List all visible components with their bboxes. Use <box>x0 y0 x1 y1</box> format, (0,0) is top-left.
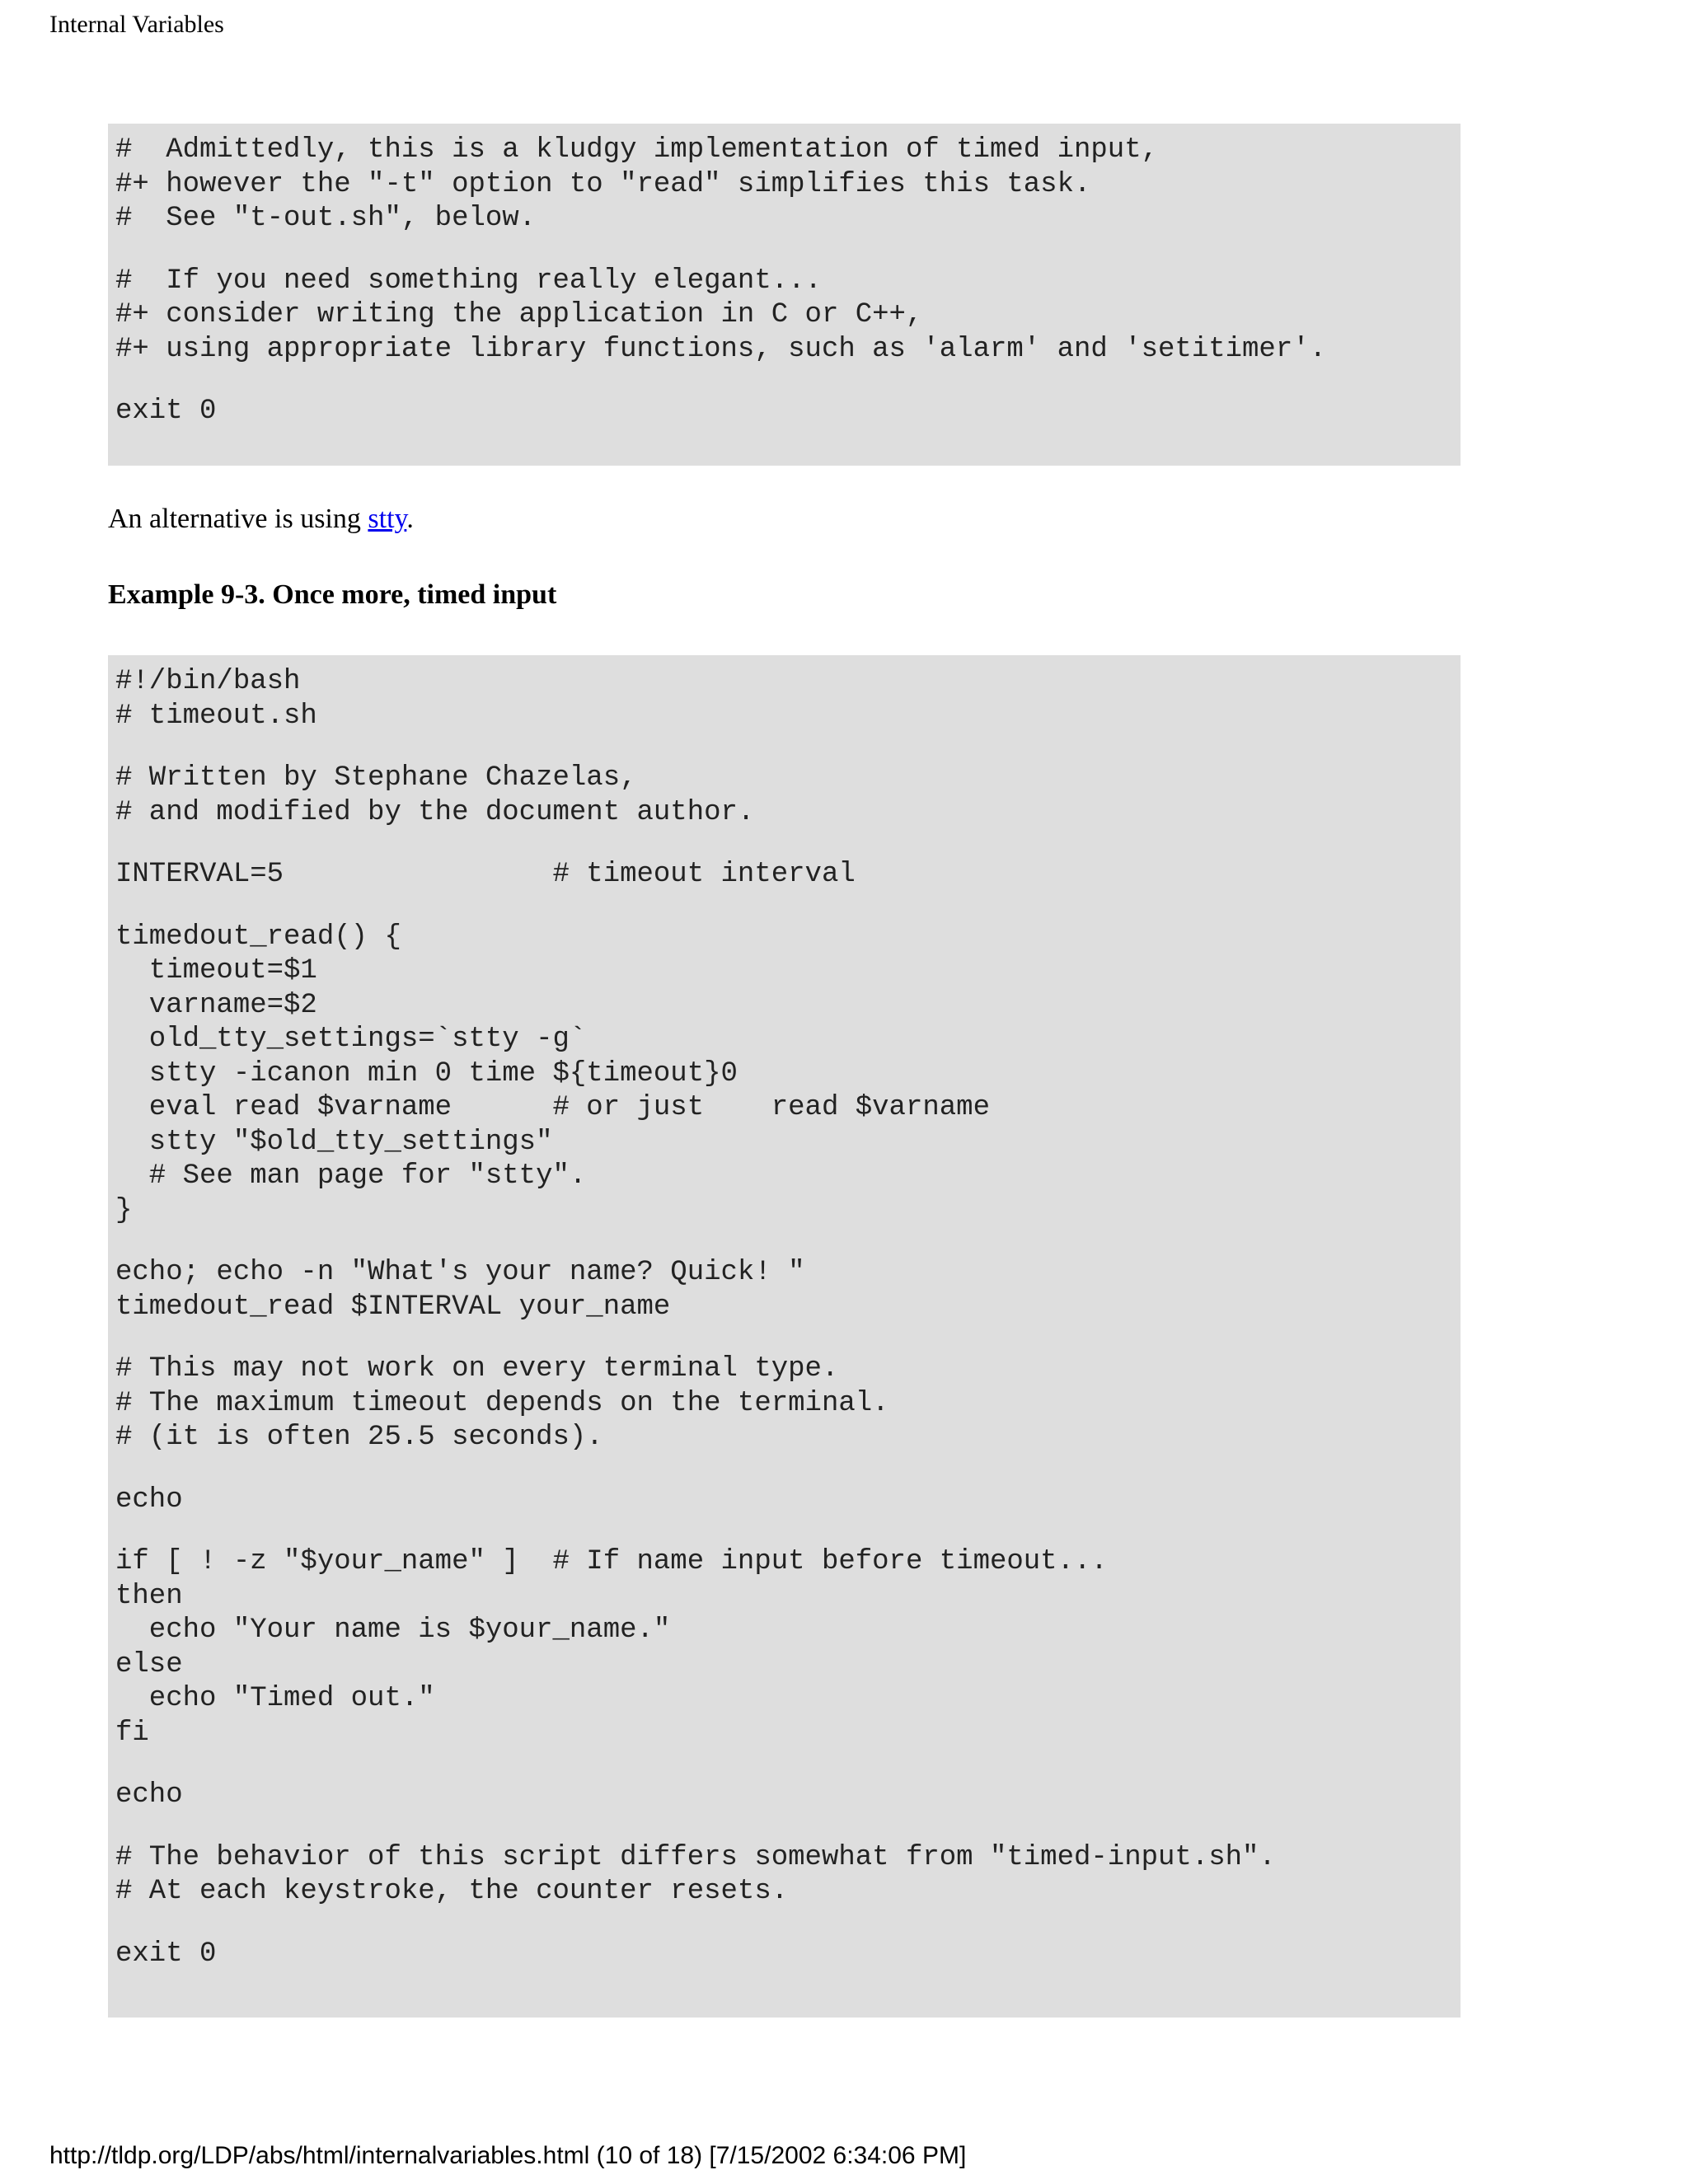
code-line: # (it is often 25.5 seconds). <box>115 1422 603 1453</box>
code-line: # The behavior of this script differs somewhat from "timed-input.sh". <box>115 1841 1276 1873</box>
code-line: } <box>115 1194 133 1226</box>
code-line: echo "Timed out." <box>115 1683 435 1714</box>
code-blank-line <box>115 1228 1461 1256</box>
code-blank-line <box>115 1517 1461 1545</box>
code-line: # Written by Stephane Chazelas, <box>115 762 637 794</box>
code-line: then <box>115 1580 183 1612</box>
code-line: else <box>115 1648 183 1680</box>
alternative-suffix: . <box>406 504 414 534</box>
code-blank-line <box>115 1813 1461 1841</box>
code-line: varname=$2 <box>115 989 317 1021</box>
code-line: # and modified by the document author. <box>115 796 755 828</box>
code-line: # If you need something really elegant... <box>115 265 822 297</box>
code-blank-line <box>115 1910 1461 1938</box>
code-line: timedout_read $INTERVAL your_name <box>115 1291 671 1323</box>
code-line: #+ using appropriate library functions, such as 'alarm' and 'setitimer'. <box>115 333 1327 365</box>
code-blank-line <box>115 733 1461 762</box>
code-blank-line <box>115 237 1461 265</box>
code-line: stty "$old_tty_settings" <box>115 1126 553 1158</box>
code-line: #+ consider writing the application in C or C++, <box>115 299 923 330</box>
page-footer-url: http://tldp.org/LDP/abs/html/internalvariables.html (10 of 18) [7/15/2002 6:34:06 PM] <box>49 2142 967 2169</box>
code-line: timeout=$1 <box>115 955 317 987</box>
code-line: echo <box>115 1483 183 1516</box>
code-line: #!/bin/bash <box>115 666 301 697</box>
code-line: if [ ! -z "$your_name" ] # If name input before timeout... <box>115 1546 1108 1577</box>
code-line: # Admittedly, this is a kludgy implementation of timed input, <box>115 134 1159 166</box>
code-line: old_tty_settings=`stty -g` <box>115 1024 587 1055</box>
code-blank-line <box>115 893 1461 921</box>
stty-link[interactable]: stty <box>368 504 407 534</box>
code-blank-line <box>115 1455 1461 1483</box>
code-line: stty -icanon min 0 time ${timeout}0 <box>115 1057 738 1090</box>
code-line: # See "t-out.sh", below. <box>115 203 537 234</box>
code-blank-line <box>115 1324 1461 1352</box>
code-line: echo <box>115 1779 183 1811</box>
code-blank-line <box>115 1750 1461 1779</box>
code-line: fi <box>115 1717 149 1749</box>
code-blank-line <box>115 367 1461 395</box>
example-title: Example 9-3. Once more, timed input <box>108 579 557 610</box>
code-line: echo; echo -n "What's your name? Quick! " <box>115 1257 805 1288</box>
code-line: #+ however the "-t" option to "read" simplifies this task. <box>115 168 1091 200</box>
code-line: exit 0 <box>115 396 217 427</box>
code-line: exit 0 <box>115 1938 217 1970</box>
code-line: echo "Your name is $your_name." <box>115 1615 671 1646</box>
alternative-paragraph <box>108 503 414 536</box>
code-line: INTERVAL=5 # timeout interval <box>115 859 856 890</box>
page-header-title: Internal Variables <box>49 11 224 38</box>
code-line: # See man page for "stty". <box>115 1160 587 1192</box>
alternative-text: An alternative is using <box>108 504 368 534</box>
code-line: # The maximum timeout depends on the terminal. <box>115 1387 889 1419</box>
code-line: # This may not work on every terminal type. <box>115 1353 839 1385</box>
code-line: # At each keystroke, the counter resets. <box>115 1876 789 1907</box>
code-line: # timeout.sh <box>115 700 317 732</box>
code-line: eval read $varname # or just read $varname <box>115 1092 990 1123</box>
code-line: timedout_read() { <box>115 921 401 953</box>
code-block-timeout-script <box>108 655 1461 2018</box>
code-blank-line <box>115 830 1461 858</box>
code-block-timed-input-notes <box>108 124 1461 466</box>
